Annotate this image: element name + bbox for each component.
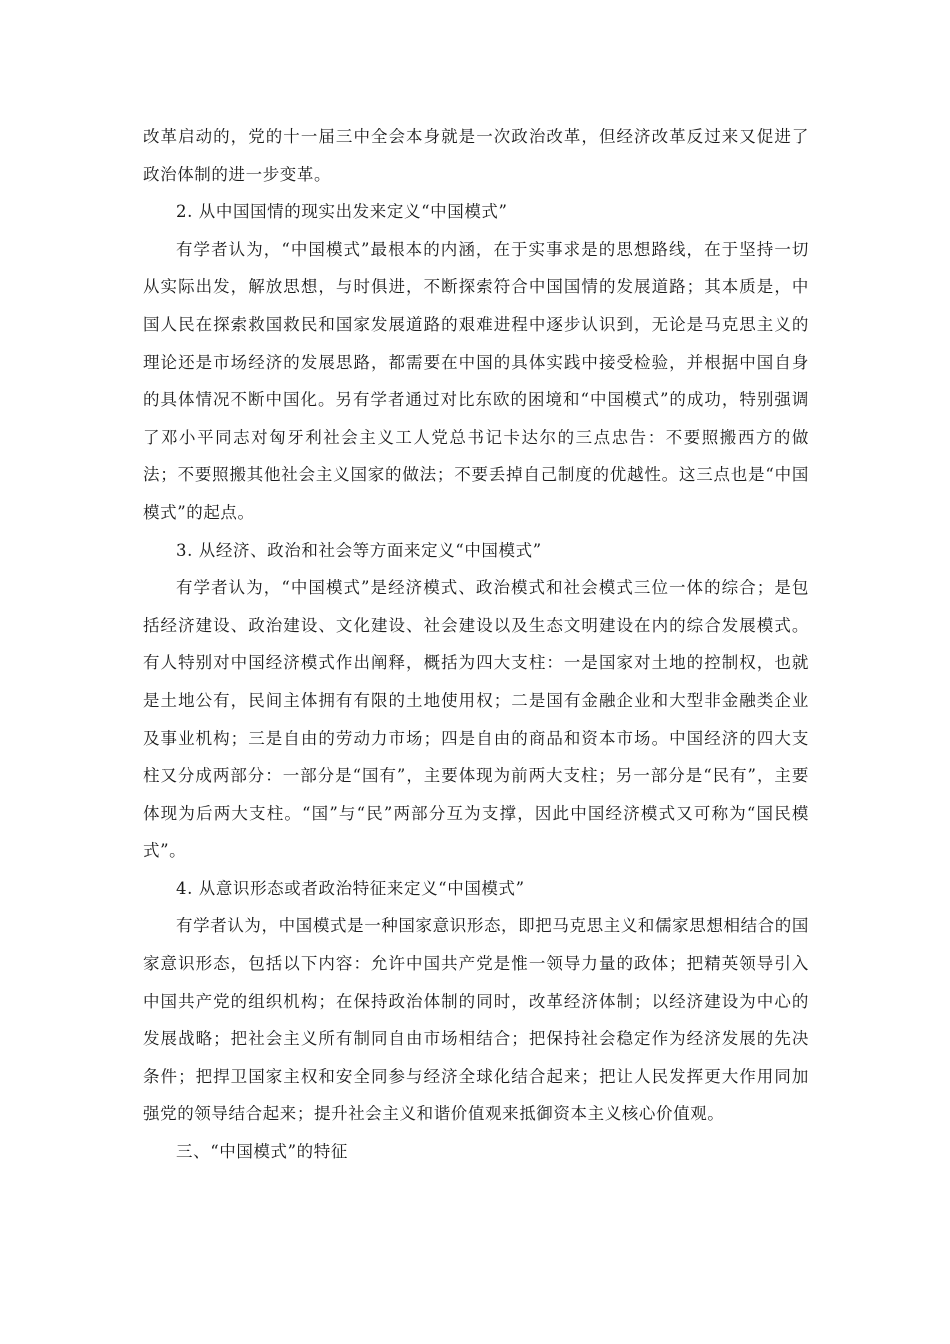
paragraph-national-conditions: 有学者认为，“中国模式”最根本的内涵，在于实事求是的思想路线，在于坚持一切从实际出发，解放思想，与时俱进，不断探索符合中国国情的发展道路；其本质是，中国人民在探索救国救民和国家发展道路的艰难进程中逐步认识到，无论是马克思主义的理论还是市场经济的发展思路，都需要在中国的具体实践中接受检验，并根据中国自身的具体情况不断中国化。另有学者通过对比东欧的困境和“中国模式”的成功，特别强调了邓小平同志对匈牙利社会主义工人党总书记卡达尔的三点忠告：不要照搬西方的做法；不要照搬其他社会主义国家的做法；不要丢掉自己制度的优越性。这三点也是“中国模式”的起点。: [143, 239, 809, 522]
chapter-heading-three: 三、“中国模式”的特征: [176, 1142, 348, 1162]
document-page: [143, 118, 809, 1171]
section-heading-4: 4. 从意识形态或者政治特征来定义“中国模式”: [176, 878, 525, 898]
section-heading-3: 3. 从经济、政治和社会等方面来定义“中国模式”: [176, 540, 542, 560]
section-heading-2: 2. 从中国国情的现实出发来定义“中国模式”: [176, 202, 508, 222]
paragraph-continuation: 改革启动的，党的十一届三中全会本身就是一次政治改革，但经济改革反过来又促进了政治体制的进一步变革。: [143, 127, 809, 184]
paragraph-ideology: 有学者认为，中国模式是一种国家意识形态，即把马克思主义和儒家思想相结合的国家意识形态，包括以下内容：允许中国共产党是惟一领导力量的政体；把精英领导引入中国共产党的组织机构；在保持政治体制的同时，改革经济体制；以经济建设为中心的发展战略；把社会主义所有制同自由市场相结合；把保持社会稳定作为经济发展的先决条件；把捍卫国家主权和安全同参与经济全球化结合起来；把让人民发挥更大作用同加强党的领导结合起来；提升社会主义和谐价值观来抵御资本主义核心价值观。: [143, 916, 809, 1124]
paragraph-economy-politics-society: 有学者认为，“中国模式”是经济模式、政治模式和社会模式三位一体的综合；是包括经济建设、政治建设、文化建设、社会建设以及生态文明建设在内的综合发展模式。有人特别对中国经济模式作出阐释，概括为四大支柱：一是国家对土地的控制权，也就是土地公有，民间主体拥有有限的土地使用权；二是国有金融企业和大型非金融类企业及事业机构；三是自由的劳动力市场；四是自由的商品和资本市场。中国经济的四大支柱又分成两部分：一部分是“国有”，主要体现为前两大支柱；另一部分是“民有”，主要体现为后两大支柱。“国”与“民”两部分互为支撑，因此中国经济模式又可称为“国民模式”。: [143, 578, 809, 861]
